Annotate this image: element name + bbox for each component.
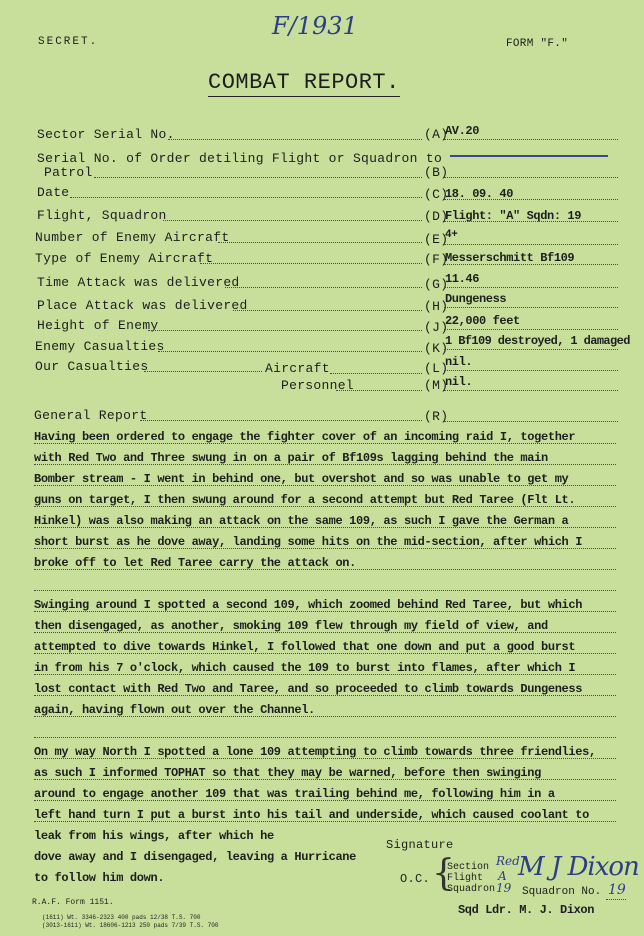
report-line: then disengaged, as another, smoking 109 flew through my field of view, and — [34, 619, 548, 633]
field-label-order-serial: Serial No. of Order detiling Flight or Squadron to — [37, 151, 443, 166]
report-line: broke off to let Red Taree carry the attack on. — [34, 556, 357, 570]
field-value-flight-squadron: Flight: "A" Sqdn: 19 — [445, 209, 582, 223]
field-value-enemy-count: 4+ — [445, 229, 458, 241]
handwritten-reference: F/1931 — [272, 12, 358, 40]
field-label-flight-squadron: Flight, Squadron — [37, 208, 167, 223]
field-code-b: (B) — [424, 165, 449, 180]
field-label-enemy-type: Type of Enemy Aircraft — [35, 251, 214, 266]
field-code-g: (G) — [424, 277, 449, 292]
signature-label: Signature — [386, 838, 454, 852]
field-code-f: (F) — [424, 252, 449, 267]
page-title: COMBAT REPORT. — [208, 70, 400, 95]
field-code-j: (J) — [424, 320, 449, 335]
report-line: again, having flown out over the Channel. — [34, 703, 315, 717]
field-code-e: (E) — [424, 232, 449, 247]
report-line: Bomber stream - I went in behind one, but overshot and so was unable to get my — [34, 472, 569, 486]
handwritten-line — [450, 155, 608, 157]
field-label-enemy-casualties: Enemy Casualties — [35, 339, 165, 354]
report-line: Having been ordered to engage the fighter cover of an incoming raid I, together — [34, 430, 576, 444]
field-value-personnel: nil. — [445, 375, 473, 389]
handwritten-flight: A — [498, 869, 507, 883]
handwritten-squadron: 19 — [496, 881, 512, 895]
handwritten-signature: M J Dixon — [518, 852, 639, 882]
section-label: Section — [447, 862, 490, 873]
print-line-1: (1611) Wt. 3346-2323 400 pads 12/38 T.S. 700 — [42, 914, 201, 921]
field-code-a: (A) — [424, 127, 449, 142]
field-label-attack-place: Place Attack was delivered — [37, 298, 248, 313]
oc-label: O.C. — [400, 872, 431, 886]
field-value-enemy-height: 22,000 feet — [445, 314, 520, 328]
field-value-sector-serial: AV.20 — [445, 124, 480, 138]
field-sub-personnel: Personnel — [281, 378, 354, 393]
field-code-l: (L) — [424, 361, 449, 376]
report-line: Swinging around I spotted a second 109, which zoomed behind Red Taree, but which — [34, 598, 583, 612]
form-number: R.A.F. Form 1151. — [32, 898, 114, 907]
report-line: guns on target, I then swung around for a second attempt but Red Taree (Flt Lt. — [34, 493, 576, 507]
field-value-enemy-type: Messerschmitt Bf109 — [445, 251, 575, 265]
field-label-enemy-height: Height of Enemy — [37, 318, 159, 333]
report-line: On my way North I spotted a lone 109 attempting to climb towards three friendlies, — [34, 745, 596, 759]
squadron-no-label: Squadron No. — [522, 886, 602, 898]
field-label-our-casualties: Our Casualties — [35, 359, 149, 374]
signatory-name: Sqd Ldr. M. J. Dixon — [458, 903, 595, 917]
field-sub-aircraft: Aircraft — [265, 361, 330, 376]
report-line: lost contact with Red Two and Taree, and so proceeded to climb towards Dungeness — [34, 682, 583, 696]
field-value-enemy-casualties: 1 Bf109 destroyed, 1 damaged — [445, 334, 630, 348]
report-line: leak from his wings, after which he — [34, 829, 274, 843]
field-code-c: (C) — [424, 187, 449, 202]
field-code-r: (R) — [424, 409, 449, 424]
field-code-k: (K) — [424, 341, 449, 356]
field-label-sector-serial: Sector Serial No. — [37, 127, 175, 142]
print-line-2: (3013-1611) Wt. 18606-1213 250 pads 7/39 T.S. 700 — [42, 922, 219, 929]
field-code-d: (D) — [424, 209, 449, 224]
squadron-label: Squadron — [447, 884, 496, 895]
report-line: dove away and I disengaged, leaving a Hurricane — [34, 850, 357, 864]
field-label-date: Date — [37, 185, 70, 200]
field-label-order-serial-2: Patrol — [44, 165, 93, 180]
brace: { — [432, 853, 455, 894]
report-line: around to engage another 109 that was trailing behind me, following him in a — [34, 787, 555, 801]
field-label-general-report: General Report — [34, 408, 148, 423]
report-line: Hinkel) was also making an attack on the same 109, as such I gave the German a — [34, 514, 569, 528]
secret-label: SECRET. — [38, 36, 99, 48]
report-line: left hand turn I put a burst into his tail and underside, which caused coolant to — [34, 808, 589, 822]
field-value-date: 18. 09. 40 — [445, 187, 514, 201]
handwritten-squadron-no: 19 — [608, 882, 626, 898]
form-label: FORM "F." — [506, 38, 569, 50]
report-line: attempted to dive towards Hinkel, I followed that one down and put a good burst — [34, 640, 576, 654]
report-line: in from his 7 o'clock, which caused the 109 to burst into flames, after which I — [34, 661, 576, 675]
field-label-attack-time: Time Attack was delivered — [37, 275, 240, 290]
field-value-attack-time: 11.46 — [445, 272, 480, 286]
handwritten-section: Red — [496, 854, 520, 868]
report-line: short burst as he dove away, landing some hits on the mid-section, after which I — [34, 535, 583, 549]
flight-label: Flight — [447, 873, 484, 884]
field-label-enemy-count: Number of Enemy Aircraft — [35, 230, 230, 245]
report-line: to follow him down. — [34, 871, 165, 885]
field-value-attack-place: Dungeness — [445, 292, 507, 306]
field-code-m: (M) — [424, 378, 449, 393]
field-code-h: (H) — [424, 299, 449, 314]
report-line: as such I informed TOPHAT so that they may be warned, before then swinging — [34, 766, 541, 780]
report-line: with Red Two and Three swung in on a pair of Bf109s lagging behind the main — [34, 451, 548, 465]
field-value-aircraft: nil. — [445, 355, 473, 369]
